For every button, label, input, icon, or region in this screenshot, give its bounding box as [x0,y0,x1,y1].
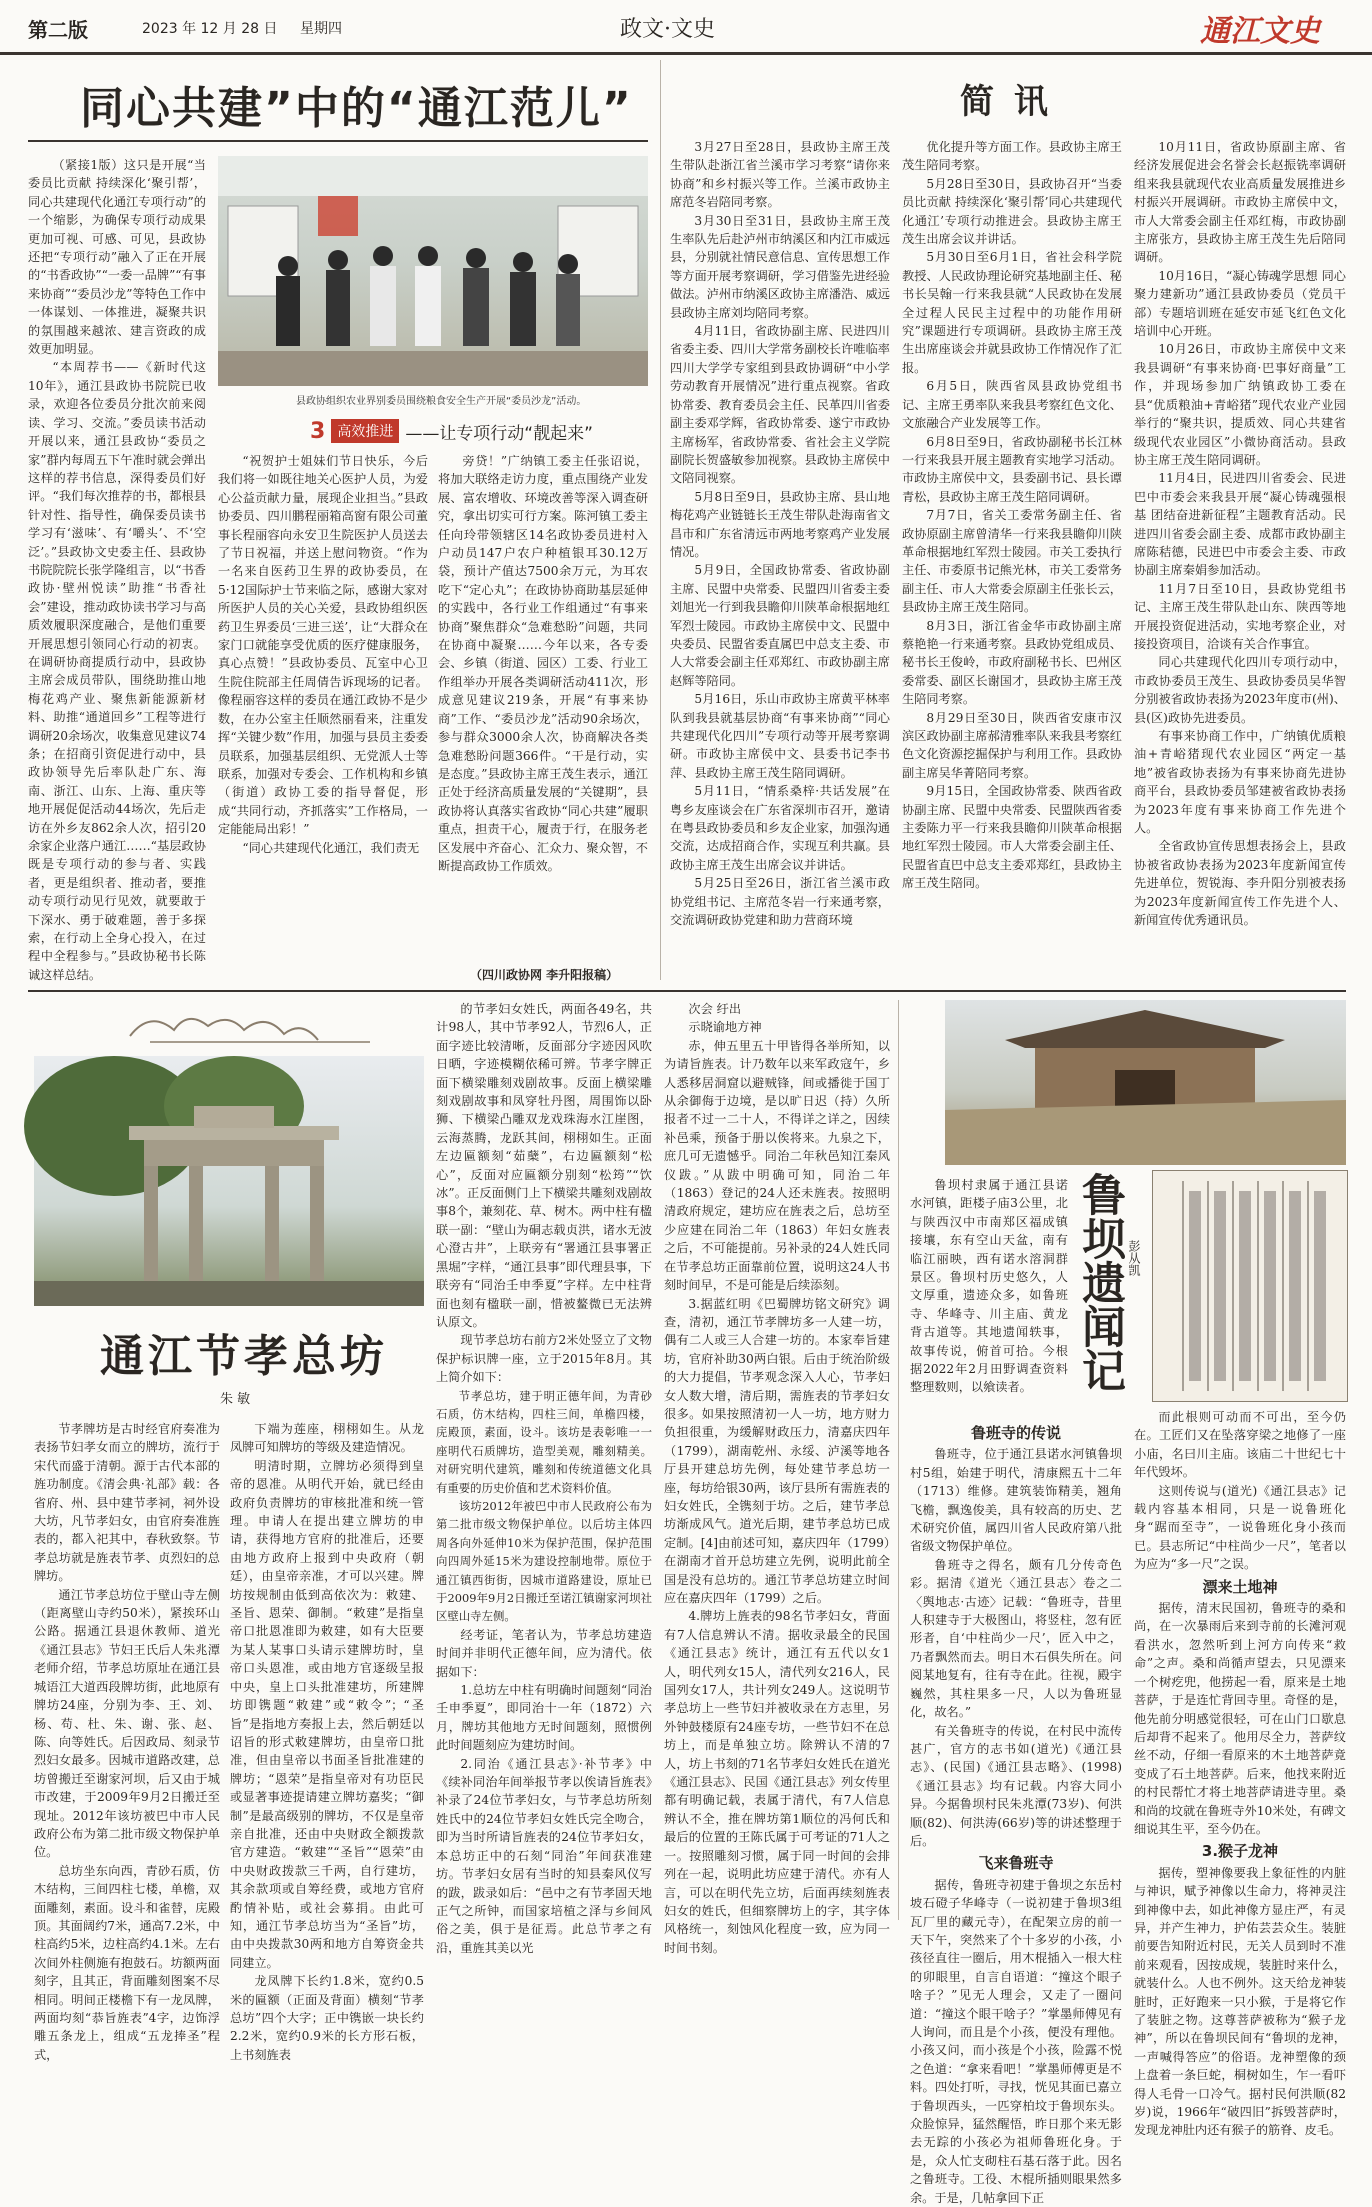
subsection-number: 3 [310,418,326,444]
archway-author: 朱 敏 [220,1392,251,1407]
luba-s2-title: 飞来鲁班寺 [978,1854,1054,1873]
luba-s4-title: 3.猴子龙神 [1201,1842,1279,1861]
subsection-label: 高效推进 [331,419,399,443]
luba-intro: 鲁坝村隶属于通江县诺水河镇，距楼子庙3公里，北与陕西汉中市南郑区福成镇接壤，东有空山天盆，南有临江丽映，西有诺水溶洞群景区。鲁坝村历史悠久，人文厚重，遗迹众多，如鲁班寺、华峰寺、川主庙、黄龙背古道等。其地遗闻轶事，故事传说，俯首可拾。今根据2022年2月田野调查资料整理数则，以飨读者。 [910,1178,1068,1395]
archway-drawing [34,1056,424,1306]
gazetteer-image [1152,1170,1348,1402]
masthead-logo: 通江文史 [1200,14,1320,49]
committee-photo [218,156,648,386]
luba-author: 彭从凯 [1127,1240,1141,1276]
luba-colB: 而此根则可动而不可出，至今仍在。工匠们又在坠落穿梁之地修了一座小庙，名曰川主庙。该庙二十世纪七十年代毁坏。 这则传说与(道光)《通江县志》记载内容基本相同，只是一说鲁班化身“踞而至寺”，一说鲁班化身小孩而已。县志所记“中柱尚少一尺”，笔者以为应为“多一尺”之误。 漂来土地神 据传，清末民国初，鲁班寺的桑和尚，在一次暴雨后来到寺前的长滩河观看洪水，忽然听到上河方向传来“救命”之声。桑和尚循声望去，只见漂来一个树疙兜，他捞起一看，原来是土地菩萨，于是连忙背回寺里。奇怪的是，他先前分明感觉很轻，可在山门口歇息后却背不起来了。他用尽全力，菩萨纹丝不动，仔细一看原来的木土地菩萨竟变成了石土地菩萨。后来，他找来附近的村民帮忙才将土地菩萨请进寺里。桑和尚的坟就在鲁班寺外10米处，有碑文细说其生平，至今仍在。 3.猴子龙神 据传，塑神像要我上象征性的内脏与神识，赋予神像以生命力，将神灵注到神像中去，如此神像方显庄严，有灵异，并产生神力，护佑芸芸众生。装脏前要告知附近村民，无关人员到时不准前来观看，因按成规，装脏时来什么，就装什么。人也不例外。这天给龙神装脏时，正好跑来一只小猴，于是将它作了装脏之物。这尊菩萨被称为“猴子龙神”，所以在鲁坝民间有“鲁坝的龙神，一声喊得答应”的俗语。龙神塑像的颈上盘着一条巨蛇，桐树如生，乍一看吓得人毛骨一口冷气。据村民何洪顺(82岁)说，1966年“破四旧”拆毁菩萨时，发现龙神肚内还有猴子的筋脊、皮毛。 [1134,1410,1346,2138]
weekday: 星期四 [300,21,342,37]
archway-photo [34,1056,424,1306]
luba-colA: 鲁班寺的传说 鲁班寺，位于通江县诺水河镇鲁坝村5组，始建于明代，清康熙五十二年（1713）维修。建筑装饰精美，翘角飞檐，飘逸俊美，具有较高的历史、艺术研究价值，属四川省人民政府第八批省级文物保护单位。 鲁班寺之得名，颇有几分传奇色彩。据清《道光〈通江县志〉卷之二〈舆地志·古迹〉记载：“鲁班寺，昔里人积建寺于大极图山，将竖柱，忽有匠形者，自‘中柱尚少一尺’，匠入中之，乃者飘然而去。明日木石俱失所在。问阅某地复有，往有寺在此。往视，殿宇巍然，其柱果多一尺，人以为鲁班显化，故名。” 有关鲁班寺的传说，在村民中流传甚广，官方的志书如(道光)《通江县志》、(民国)《通江县志略》、(1998)《通江县志》均有记载。内容大同小异。今据鲁坝村民朱兆潭(73岁)、何洪顺(82)、何洪涛(66岁)等的讲述整理于后。 飞来鲁班寺 据传，鲁班寺初建于鲁坝之东岳村坡石磴子华峰寺（一说初建于鲁坝3组瓦厂里的藏元寺），在配架立房的前一天下午，突然来了个十多岁的小孩，小孩径直往一圈后，用木棍插入一根大柱的卯眼里，自言自语道：“撞这个眼子啥子？”见无人理会，又走了一圈问道：“撞这个眼干啥子？”掌墨师傅见有人询问，而且是个小孩，便没有理他。小孩又问，而小孩是个小孩，险露不悦之色道：“拿来看吧！”掌墨师傅更是不料。四处打听，寻找，恍见其面已嘉立于鲁坝西头，一匹穿柏坟于鲁坝东头。众脸惊异，猛然醒悟，昨日那个来无影去无踪的小孩必为祖师鲁班化身。于是，众人忙支砌柱石基石落于此。因名之鲁班寺。工役、木棍所插则眼果然多余。于是，几帖拿回下正 [910,1424,1122,2205]
subsection-3-heading [310,418,593,444]
brief-col3: 10月11日，省政协原副主席、省经济发展促进会名誉会长赵振铣率调研组来我县就现代农业高质量发展推进乡村振兴开展调研。市政协主席侯中文，市人大常委会副主任邓红梅，市政协副主席张方，县政协主席王茂生先后陪同调研。 10月16日，“凝心铸魂学思想 同心聚力建新功”通江县政协委员（党员干部）专题培训班在延安市延飞红色文化培训中心开班。 10月26日，市政协主席侯中文来我县调研“有事来协商·巴事好商量”工作，并现场参加广纳镇政协工委在县“优质粮油+青峪猪”现代农业产业园举行的“聚共识，提质效、同心共建省级现代农业园区”小微协商活动。县政协主席王茂生陪同调研。 11月4日，民进四川省委会、民进巴中市委会来我县开展“凝心铸魂强根基 团结奋进新征程”主题教育活动。民进四川省委会副主委、成都市政协副主席陈秸德，民进巴中市委会主委、市政协副主席秦娟参加活动。 11月7日至10日，县政协党组书记、主席王茂生带队赴山东、陕西等地开展投资促进活动，实地考察企业，对接投资项目，洽谈有关合作事宜。 同心共建现代化四川专项行动中，市政协委员王茂生、县政协委员吴华智分别被省政协表扬为2023年度市(州)、县(区)政协先进委员。 有事来协商工作中，广纳镇优质粮油+青峪猪现代农业园区“两定一基地”被省政协表扬为有事来协商先进协商平台，县政协委员邹建被省政协表扬为2023年度有事来协商工作先进个人。 全省政协宣传思想表扬会上，县政协被省政协表扬为2023年度新闻宣传先进单位，贺锐海、李升阳分别被表扬为2023年度新闻宣传工作先进个人、新闻宣传优秀通讯员。 [1134,140,1346,928]
brief-col2: 优化提升等方面工作。县政协主席王茂生陪同考察。 5月28日至30日，县政协召开“当委员比贡献 持续深化‘聚引帮’同心共建现代化通江’专项行动推进会。县政协主席王茂生出席会议并讲话。 5月30日至6月1日，省社会科学院教授、人民政协理论研究基地副主任、秘书长吴翰一行来我县就“人民政协在发展全过程人民民主过程中的功能作用研究”课题进行专项调研。县政协主席王茂生出席座谈会并就县政协工作情况作了汇报。 6月5日，陕西省凤县政协党组书记、主席王勇率队来我县考察红色文化、文旅融合产业发展等工作。 6月8日至9日，省政协副秘书长江林一行来我县开展主题教育实地学习活动。市政协主席侯中文，县委副书记、县长谭青松，县政协主席王茂生陪同调研。 7月7日，省关工委常务副主任、省政协原副主席曾清华一行来我县瞻仰川陕革命根据地红军烈士陵园。市关工委执行主任、市委原书记熊光林，市关工委常务副主任、市人大常委会原副主任张长云，县政协主席王茂生陪同。 8月3日，浙江省金华市政协副主席蔡艳艳一行来通考察。县政协党组成员、秘书长王俊岭，市政府副秘书长、巴州区委常委、副区长谢国才，县政协主席王茂生陪同考察。 8月29日至30日，陕西省安康市汉滨区政协副主席郝清雅率队来我县考察红色文化资源挖掘保护与利用工作。县政协副主席吴华菁陪同考察。 9月15日，全国政协常委、陕西省政协副主席、民盟中央常委、民盟陕西省委主委陈力平一行来我县瞻仰川陕革命根据地红军烈士陵园。市人大常委会副主任、民盟省直巴中总支主委邓郑红，县政协主席王茂生陪同。 [902,140,1122,891]
article1-col3: 旁贷！”广纳镇工委主任张诏说，将加大联络走访力度，重点围绕产业发展、富农增收、环境改善等深入调查研究，拿出切实可行方案。陈河镇工委主任向玲带领辖区14名政协委员进村入户动员147户农户种植银耳30.12万袋，预计产值达7500余万元，为耳农吃下“定心丸”；在政协协商助基层延伸的实践中，各行业工作组通过“有事来协商”聚焦群众“急难愁盼”问题，共同在协商中凝聚……今年以来，各专委会、乡镇（街道、园区）工委、行业工作组举办开展各类调研活动411次，形成意见建议219条，开展“有事来协商”工作、“委员沙龙”活动90余场次，参与群众3000余人次，协商解决各类急难愁盼问题366件。“干是行动，实是态度。”县政协主席王茂生表示，通江正处于经济高质量发展的“关键期”，县政协将认真落实省政协“同心共建”履职重点，担责干心，履责于行，在服务老区发展中齐奋心、汇众力、聚众智，不断提高政协工作质效。 [438,454,648,873]
gazetteer-drawing [1153,1171,1347,1401]
page-header [0,0,1372,55]
cloud-ornament [110,1006,410,1050]
article1-col2: “祝贺护士姐妹们节日快乐，今后我们将一如既往地关心医护人员，为爱心公益贡献力量，展现企业担当。”县政协委员、四川鹏程丽箱高窗有限公司董事长程丽容向永安卫生院医护人员送去了节日祝福，并送上慰问物资。“作为一名来自医药卫生界的政协委员，在5·12国际护士节来临之际，感谢大家对所医护人员的关心关爱，县政协组织医药卫生界委员‘三进三送’，让“大群众在家门口就能享受优质的医疗健康服务，真心点赞！”县政协委员、瓦室中心卫生院住院部主任周倩告诉现场的记者。像程丽容这样的委员在通江政协不是少数，在办公室主任顺然丽看来，注重发挥“关键少数”作用，加强与县员主委委员联系，加强基层组织、无党派人士等联系，加强对专委会、工作机构和乡镇（街道）政协工委的指导督促，形成“共同行动，齐抓落实”工作格局，一定能能局出彩！” “同心共建现代化通江，我们责无 [218,454,428,855]
section-name: 政文·文史 [620,17,715,42]
archway-col1: 节孝牌坊是古时经官府奏准为表扬节妇孝女而立的牌坊，流行于宋代而盛于清朝。源于古代本部的旌功制度。《清会典·礼部》载：各省府、州、县中建节孝祠，祠外设大坊，凡节孝妇女，由官府奏准旌表的，都入祀其中，春秋致祭。节孝总坊就是旌表节孝、贞烈妇的总牌坊。 通江节孝总坊位于壁山寺左侧（距离壁山寺约50米），紧挨环山公路。据通江县退休教师、道光《通江县志》节妇王氏后人朱兆潭老师介绍，节孝总坊原址在通江县城语江大道西段牌坊街，此地原有牌坊24座，分别为李、王、刘、杨、苟、杜、朱、谢、张、赵、陈、向等姓氏。后因政局、刻录节烈妇女最多。因城市道路改建，总坊曾搬迁至谢家河坝，后又由于城市改建，于2009年9月2日搬迁至现址。2012年该坊被巴中市人民政府公布为第二批市级文物保护单位。 总坊坐东向西，青砂石质，仿木结构，三间四柱七楼，单檐，双面雕刻，素面。设斗和雀替，庑殿顶。其面阔约7米，通高7.2米，中柱高约5米，边柱高约4.1米。左右次间外柱侧施有抱鼓石。坊额两面刻字，且其正，背面雕刻图案不尽相同。明间正楼檐下有一龙凤牌，两面均刻“恭旨旌表”4字，边饰浮雕五条龙上，组成“五龙捧圣”程式， [34,1422,220,2062]
committee-photo-drawing [218,156,648,386]
page-number: 第二版 [28,18,88,42]
brief-col1: 3月27日至28日，县政协主席王茂生带队赴浙江省兰溪市学习考察“请你来协商”和乡村振兴等工作。兰溪市政协主席范冬岩陪同考察。 3月30日至31日，县政协主席王茂生率队先后赴泸州市纳溪区和内江市威远县，分别就社情民意信息、宣传思想工作等方面开展考察调研，学习借鉴先进经验做法。泸州市纳溪区政协主席潘浩、威远县政协主席刘均陪同考察。 4月11日，省政协副主席、民进四川省委主委、四川大学常务副校长许唯临率四川大学学专家组到县政协调研“中小学劳动教育开展情况”进行重点视察。省政协常委、教育委员会主任、民革四川省委副主委邓学辉，省政协常委、遂宁市政协主席杨军，省政协常委、省社会主义学院副院长贺盛敏参加视察。县政协主席侯中文陪同视察。 5月8日至9日，县政协主席、县山地梅花鸡产业链链长王茂生带队赴海南省文昌市和广东省清远市两地考察鸡产业发展情况。 5月9日，全国政协常委、省政协副主席、民盟中央常委、民盟四川省委主委刘旭光一行到我县瞻仰川陕革命根据地红军烈士陵园。市政协主席侯中文、民盟中央委员、民盟省委直属巴中总支主委、市人大常委会副主任邓郑红、市政协副主席赵辉等陪同。 5月16日，乐山市政协主席黄平林率队到我县就基层协商“有事来协商”“同心共建现代化四川”专项行动等开展考察调研。市政协主席侯中文、县委书记李书萍、县政协主席王茂生陪同调研。 5月11日，“情系桑梓·共话发展”在粤乡友座谈会在广东省深圳市召开，邀请在粤县政协委员和乡友企业家，加强沟通交流，达成招商合作，实现互利共赢。县政协主席王茂生出席会议并讲话。 5月25日至26日，浙江省兰溪市政协党组书记、主席范冬岩一行来通考察，交流调研政协党建和助力营商环境 [670,140,890,928]
temple-drawing [945,1000,1346,1165]
article1-byline: （四川政协网 李升阳报稿） [470,968,619,982]
issue-date: 2023 年 12 月 28 日 [142,21,278,37]
subsection-tail: ——让专项行动“靓起来” [405,423,593,444]
archway-col4: 次会 纡出 示晓谕地方神 赤，伸五里五十甲皆得各举所知，以为请旨旌表。计乃数年以来军政寇午，乡人悉移居洞窟以避贼锋，间或播徙于国丁从余御侮于边境，是以旷日迟（持）久所报者不过一二十人，不得详之详之，因续补邑乘，预备于册以俟将来。九泉之下，庶几可无遗憾乎。同治二年秋邑知江秦风仪跋。”从跋中明确可知，同治二年（1863）登记的24人还未旌表。按照明清政府规定，建坊应在旌表之后，总坊至少应建在同治二年（1863）年妇女旌表之后，不可能提前。另补录的24人姓氏同在节孝总坊正面靠前位置，说明这24人书刻时间早，不是可能是后续添刻。 3.据蓝红明《巴蜀牌坊铭文研究》调查，清初，通江节孝牌坊多一人建一坊，偶有二人或三人合建一坊的。本家奉旨建坊，官府补助30两白银。后由于统治阶级的大力提倡，节孝观念深入人心，节孝妇女人数大增，清后期，需旌表的节孝妇女很多。如果按照清初一人一坊，地方财力负担很重，为缓解财政压力，清嘉庆四年（1799），湖南乾州、永绥、泸溪等地各厅县开建总坊先例，每处建节孝总坊一座，每坊给银30两，该厅县所有需旌表的妇女姓氏，全镌刻于坊。之后，建节孝总坊渐成风气。道光后期，建节孝总坊已成定制。[4]由前述可知，嘉庆四年（1799）在湖南才首开总坊建立先例，说明此前全国是没有总坊的。通江节孝总坊建立时间应在嘉庆四年（1799）之后。 4.牌坊上旌表的98名节孝妇女，背面有7人信息辨认不清。据收录最全的民国《通江县志》统计，通江有五代以女1人，明代列女15人，清代列女216人，民国列女17人，共计列女249人。这说明节孝总坊上一些节妇并被收录在方志里，另外钟鼓楼原有24座专坊，一些节妇不在总坊上，而是单独立坊。除辨认不清的7人，坊上书刻的71名节孝妇女姓氏在道光《通江县志》、民国《通江县志》列女传里都有明确记载，表属于清代，有7人信息辨认不全，推在牌坊第1顺位的冯何氏和最后的位置的王陈氏属于可考证的71人之一。按照雕刻习惯，属于同一时间的会排列在一起，说明此坊应建于清代。亦有人言，可以在明代先立坊，后面再续刻旌表妇女的姓氏，但细察牌坊上的字，其字体风格统一，刻蚀风化程度一致，应为同一时间书刻。 [664,1002,890,1955]
article1-col1: （紧接1版）这只是开展“当委员比贡献 持续深化‘聚引帮’，同心共建现代化通江专项行动”的一个缩影，为确保专项行动成果更加可视、可感、可见，县政协还把“专项行动”融入了正在开展的“书香政协”“一委一品牌”“有事来协商”“委员沙龙”等特色工作中一体谋划、一体推进，凝聚共识的氛围越来越浓、建言资政的成效更加明显。 “本周荐书——《新时代这10年》，通江县政协书院院已收录，欢迎各位委员分批次前来阅读、学习、交流。”委员读书活动开展以来，通江县政协“委员之家”群内每周五下午准时就会弹出这样的荐书信息，深得委员们好评。“我们每次推荐的书，都根县针对性、指导性，确保委员读书学习有‘滋味’、有‘嚼头’、不‘空泛’。”县政协文史委主任、县政协书院院院长张学隆组言，以“书香政协·壁州悦读”助推“书香社会”建设，推动政协读书学习与高质效履职深度融合，是他们重要开展思想引领同心行动的初衷。在调研协商提质行动中，县政协主席会成员带队，围绕助推山地梅花鸡产业、聚焦新能源新材料、助推“通道回乡”工程等进行调研20余场次，收集意见建议74条；在招商引资促进行动中，县政协领导先后率队赴广东、海南、浙江、山东、上海、重庆等地开展促促活动44场次，先后走访在外乡友862余人次，招引20余家企业落户通江……“基层政协既是专项行动的参与者、实践者，更是组织者、推动者，要推动专项行动见行见效，就要敢于下深水、勇于破难题，善于多探索，在行动上全身心投入，在过程中全程参与。”县政协秘书长陈诚这样总结。 [28,158,206,982]
luba-s3-title: 漂来土地神 [1202,1577,1278,1596]
temple-photo [945,1000,1346,1165]
committee-photo-caption: 县政协组织农业界别委员围绕粮食安全生产开展“委员沙龙”活动。 [296,396,587,407]
luba-title: 鲁坝遗闻记 [1074,1172,1125,1392]
luba-s1-title: 鲁班寺的传说 [970,1424,1061,1442]
main-title: 同心共建”中的“通江范儿” [80,83,633,134]
archway-title: 通江节孝总坊 [100,1331,388,1382]
archway-col2: 下端为莲座，栩栩如生。从龙凤牌可知牌坊的等级及建造情况。 明清时期，立牌坊必须得到皇帝的恩准。从明代开始，就已经由政府负责牌坊的审核批准和统一管理。申请人在提出建立牌坊的申请，获得地方官府的批准后，还要由地方政府上报到中央政府（朝廷），由皇帝亲准，才可以兴建。牌坊按规制由低到高依次为：敕建、圣旨、恩荣、御制。“敕建”是指皇帝口批恩准即为敕建，如有大臣要为某人某事口头请示建牌坊时，皇帝口头恩准，或由地方官逐级呈报中央，皇上口头批准建坊，所建牌坊即镌题“敕建”或“敕令”；“圣旨”是指地方奏报上去，然后朝廷以诏旨的形式敕建牌坊，由皇帝口批准，但由皇帝以书面圣旨批准建的牌坊；“恩荣”是指皇帝对有功臣民或显著事迹提请建立牌坊嘉奖；“御制”是最高级别的牌坊，不仅是皇帝亲自批准，还由中央财政全额拨款官方建造。“敕建”“圣旨”“恩荣”由中央财政拨款三千两，自行建坊，其余款项或自筹经费，或地方官府酌情补贴，或社会募捐。由此可知，通江节孝总坊当为“圣旨”坊，由中央拨款30两和地方自筹资金共同建立。 龙凤牌下长约1.8米，宽约0.5米的匾额（正面及背面）横刻“节孝总坊”四个大字；正中镌嵌一块长约2.2米，宽约0.9米的长方形石板，上书刻旌表 [230,1422,424,2062]
brief-title: 简 讯 [960,82,1052,122]
archway-col3: 的节孝妇女姓氏，两面各49名，共计98人，其中节孝92人，节烈6人，正面字迹比较清晰，反面部分字迹因风吹日晒，字迹模糊依稀可辨。节孝字牌正面下横梁雕刻戏剧故事。反面上横梁雕刻戏剧故事和凤穿牡丹图，周围饰以卧狮、下横梁凸雕双龙戏珠海水江崖图，云海蒸腾，龙跃其间，栩栩如生。正面左边匾额刻“茹蘖”，右边匾额刻“松心”，反面对应匾额分别刻“松筠”“饮冰”。正反面侧门上下横梁共雕刻戏剧故事8个，兼刻花、草、树木。两中柱有楹联一副：“壁山为硐志载贞洪，诸水无波心澄古井”，上联旁有“署通江县事署正黑堀”字样，“通江县事”即代理县事，下联旁有“同治壬申季夏”字样。左中柱背面也刻有楹联一副，惜被鳌微已无法辨认原文。 现节孝总坊右前方2米处竖立了文物保护标识牌一座，立于2015年8月。其上简介如下： 节孝总坊，建于明正德年间，为青砂石质，仿木结构，四柱三间，单檐四楼，庑殿顶，素面，设斗。该坊是表彰唯一一座明代石质牌坊，造型美观，雕刻精美。对研究明代建筑，雕刻和传统道德文化具有重要的历史价值和艺术资料价值。 该坊2012年被巴中市人民政府公布为第二批市级文物保护单位。以后坊主体四周各向外延伸10米为保护范围，保护范围向四周外延15米为建设控制地带。原位于通江镇西街街，因城市道路建设，原址已于2009年9月2日搬迁至诺江镇谢家河坝社区壁山寺左侧。 经考证，笔者认为，节孝总坊建造时间并非明代正德年间，应为清代。依据如下： 1.总坊左中柱有明确时间题刻“同治壬申季夏”，即同治十一年（1872）六月，牌坊其他地方无时间题刻，照惯例此时间题刻应为建坊时间。 2.同治《通江县志》·补节孝》中《续补同治年间举报节孝以俟请旨旌表》补录了24位节孝妇女，与节孝总坊所刻姓氏中的24位节孝妇女姓氏完全吻合，即为当时所请旨旌表的24位节孝妇女，本总坊正中的石刻“同治”年间获准建坊。节孝妇女居有当时的知县秦风仪写的跋，跋录如后：“邑中之有节孝固天地正气之所钟，而国家培植之泽与乡间风俗之美，俱于是征焉。此总节孝之有沿，重旌其美以光 [436,1002,652,1955]
